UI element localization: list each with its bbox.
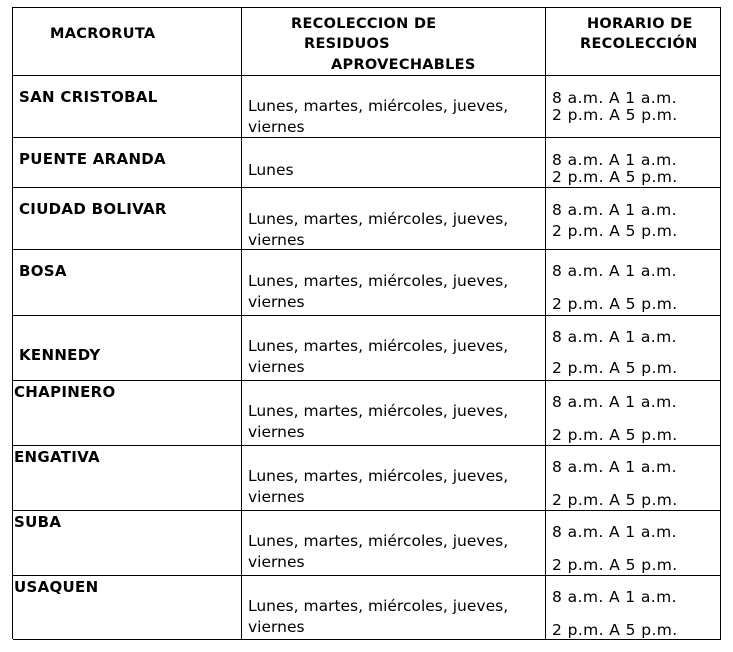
macroruta-cell <box>13 446 242 510</box>
header-macroruta: MACRORUTA <box>50 26 156 42</box>
days-line2: viernes <box>248 231 305 249</box>
time-morning: 8 a.m. A 1 a.m. <box>552 458 677 476</box>
macroruta-name: BOSA <box>19 262 67 280</box>
time-cell <box>546 138 721 187</box>
days-line1: Lunes, martes, miércoles, jueves, <box>248 97 509 115</box>
time-cell <box>546 446 721 510</box>
header-horario-line2: RECOLECCIÓN <box>580 36 698 52</box>
header-cell-recoleccion <box>242 8 546 75</box>
time-cell <box>546 316 721 380</box>
macroruta-cell <box>13 138 242 187</box>
header-horario-line1: HORARIO DE <box>587 16 693 32</box>
header-recoleccion-line1: RECOLECCION DE <box>291 16 437 32</box>
time-afternoon: 2 p.m. A 5 p.m. <box>552 556 678 574</box>
days-line1: Lunes, martes, miércoles, jueves, <box>248 337 509 355</box>
time-morning: 8 a.m. A 1 a.m. <box>552 328 677 346</box>
time-morning: 8 a.m. A 1 a.m. <box>552 262 677 280</box>
table-row <box>13 138 721 188</box>
macroruta-cell <box>13 250 242 315</box>
time-morning: 8 a.m. A 1 a.m. <box>552 89 677 107</box>
macroruta-name: CIUDAD BOLIVAR <box>19 200 167 218</box>
days-cell <box>242 138 546 187</box>
time-cell <box>546 188 721 249</box>
days-line2: viernes <box>248 488 305 506</box>
days-line1: Lunes, martes, miércoles, jueves, <box>248 467 509 485</box>
time-afternoon: 2 p.m. A 5 p.m. <box>552 359 678 377</box>
time-cell <box>546 511 721 575</box>
table-row <box>13 381 721 446</box>
days-line2: viernes <box>248 423 305 441</box>
time-cell <box>546 76 721 137</box>
table-row <box>13 188 721 250</box>
time-morning: 8 a.m. A 1 a.m. <box>552 201 677 219</box>
macroruta-name: SAN CRISTOBAL <box>19 88 158 106</box>
days-cell <box>242 76 546 137</box>
time-afternoon: 2 p.m. A 5 p.m. <box>552 168 678 186</box>
macroruta-cell <box>13 76 242 137</box>
time-cell <box>546 381 721 445</box>
macroruta-name: USAQUEN <box>14 578 99 596</box>
time-morning: 8 a.m. A 1 a.m. <box>552 393 677 411</box>
macroruta-cell <box>13 381 242 445</box>
days-cell <box>242 316 546 380</box>
macroruta-name: PUENTE ARANDA <box>19 150 166 168</box>
macroruta-name: ENGATIVA <box>14 448 100 466</box>
days-cell <box>242 381 546 445</box>
table-row <box>13 316 721 381</box>
time-afternoon: 2 p.m. A 5 p.m. <box>552 106 678 124</box>
time-afternoon: 2 p.m. A 5 p.m. <box>552 621 678 639</box>
days-line2: viernes <box>248 118 305 136</box>
time-afternoon: 2 p.m. A 5 p.m. <box>552 222 678 240</box>
days-line2: viernes <box>248 553 305 571</box>
table-row <box>13 576 721 640</box>
days-cell <box>242 446 546 510</box>
time-morning: 8 a.m. A 1 a.m. <box>552 151 677 169</box>
table-row <box>13 511 721 576</box>
days-line1: Lunes, martes, miércoles, jueves, <box>248 210 509 228</box>
days-line1: Lunes, martes, miércoles, jueves, <box>248 272 509 290</box>
days-cell <box>242 576 546 639</box>
table-header-row <box>13 8 721 76</box>
collection-schedule-table <box>12 7 721 639</box>
header-cell-macroruta <box>13 8 242 75</box>
time-afternoon: 2 p.m. A 5 p.m. <box>552 426 678 444</box>
days-cell <box>242 250 546 315</box>
macroruta-cell <box>13 316 242 380</box>
header-recoleccion-line2: RESIDUOS <box>304 36 390 52</box>
macroruta-name: SUBA <box>14 513 62 531</box>
days-line1: Lunes, martes, miércoles, jueves, <box>248 402 509 420</box>
days-line2: viernes <box>248 618 305 636</box>
days-line1: Lunes, martes, miércoles, jueves, <box>248 532 509 550</box>
header-cell-horario <box>546 8 721 75</box>
days-cell <box>242 188 546 249</box>
macroruta-cell <box>13 188 242 249</box>
time-cell <box>546 576 721 639</box>
time-afternoon: 2 p.m. A 5 p.m. <box>552 491 678 509</box>
macroruta-name: KENNEDY <box>19 346 101 364</box>
macroruta-cell <box>13 511 242 575</box>
time-morning: 8 a.m. A 1 a.m. <box>552 588 677 606</box>
time-afternoon: 2 p.m. A 5 p.m. <box>552 295 678 313</box>
header-recoleccion-line3: APROVECHABLES <box>331 57 476 73</box>
table-row <box>13 76 721 138</box>
days-line2: viernes <box>248 358 305 376</box>
time-cell <box>546 250 721 315</box>
days-line1: Lunes <box>248 161 294 179</box>
days-line2: viernes <box>248 293 305 311</box>
table-row <box>13 250 721 316</box>
table-row <box>13 446 721 511</box>
days-line1: Lunes, martes, miércoles, jueves, <box>248 597 509 615</box>
days-cell <box>242 511 546 575</box>
time-morning: 8 a.m. A 1 a.m. <box>552 523 677 541</box>
macroruta-cell <box>13 576 242 639</box>
macroruta-name: CHAPINERO <box>14 383 116 401</box>
